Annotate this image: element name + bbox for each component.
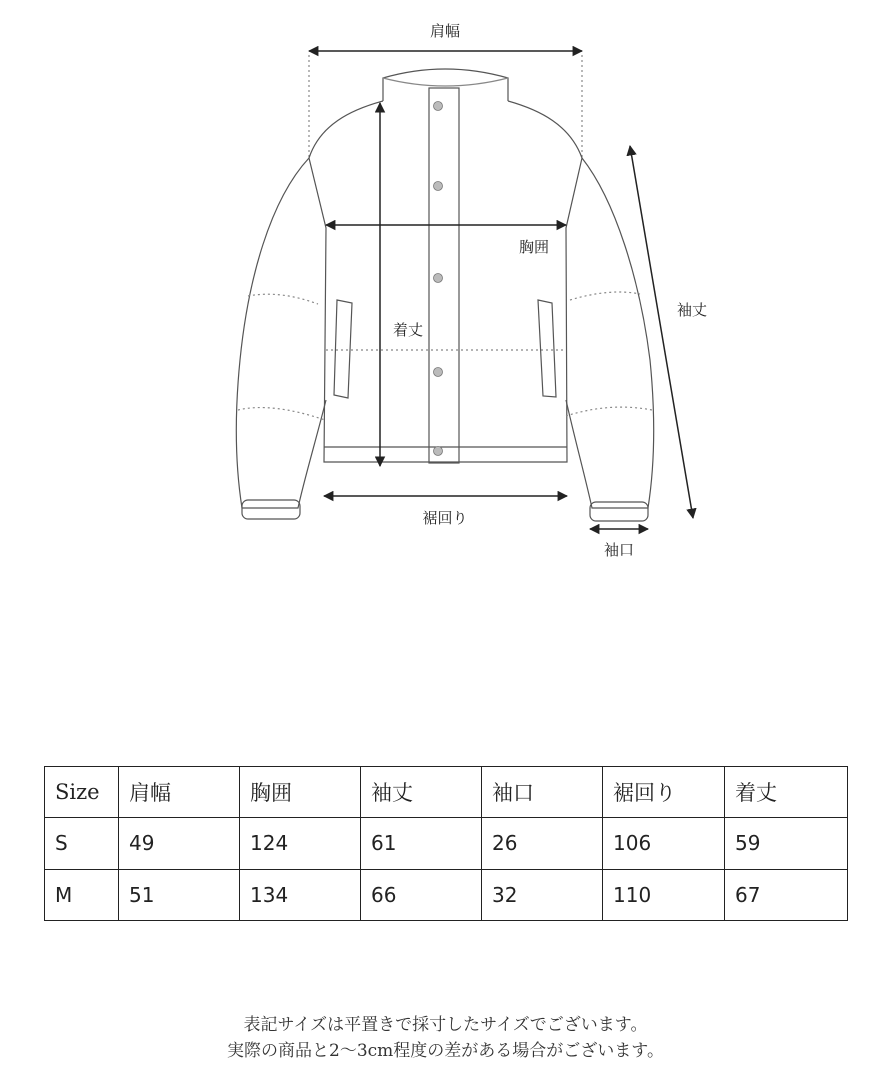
button-dot (434, 102, 443, 111)
table-cell: 124 (240, 818, 361, 869)
table-row (45, 869, 848, 920)
button-dot (434, 182, 443, 191)
header-cell: 着丈 (725, 767, 848, 818)
table-cell: 59 (725, 818, 848, 869)
header-cell: 胸囲 (240, 767, 361, 818)
measurement-note (0, 1012, 891, 1064)
button-dot (434, 274, 443, 283)
table-cell: 49 (119, 818, 240, 869)
header-cell: 肩幅 (119, 767, 240, 818)
table-cell: 32 (482, 869, 603, 920)
size-table (44, 766, 848, 921)
table-cell: 66 (361, 869, 482, 920)
chest-label: 胸囲 (518, 238, 550, 256)
button-dot (434, 368, 443, 377)
measurement-arrows (309, 51, 693, 529)
table-cell: 106 (603, 818, 725, 869)
length-label: 着丈 (392, 321, 424, 339)
header-cell: 袖口 (482, 767, 603, 818)
table-row (45, 818, 848, 869)
sleeve-label: 袖丈 (676, 301, 708, 319)
table-cell: 26 (482, 818, 603, 869)
table-cell: 61 (361, 818, 482, 869)
hem-label: 裾回り (422, 509, 468, 527)
sleeve-arrow (630, 146, 693, 518)
header-cell: Size (45, 767, 119, 818)
table-cell: 67 (725, 869, 848, 920)
table-cell: S (45, 818, 119, 869)
placket-buttons (434, 102, 443, 456)
jacket-outline (236, 55, 653, 521)
shoulder-label: 肩幅 (429, 22, 461, 40)
button-dot (434, 447, 443, 456)
table-cell: 134 (240, 869, 361, 920)
note-line: 実際の商品と2〜3cm程度の差がある場合がございます。 (227, 1041, 664, 1061)
table-header-row (45, 767, 848, 818)
table-cell: M (45, 869, 119, 920)
header-cell: 袖丈 (361, 767, 482, 818)
table-cell: 110 (603, 869, 725, 920)
note-line: 表記サイズは平置きで採寸したサイズでございます。 (243, 1015, 648, 1035)
header-cell: 裾回り (603, 767, 725, 818)
cuff-label: 袖口 (603, 541, 635, 559)
table-cell: 51 (119, 869, 240, 920)
